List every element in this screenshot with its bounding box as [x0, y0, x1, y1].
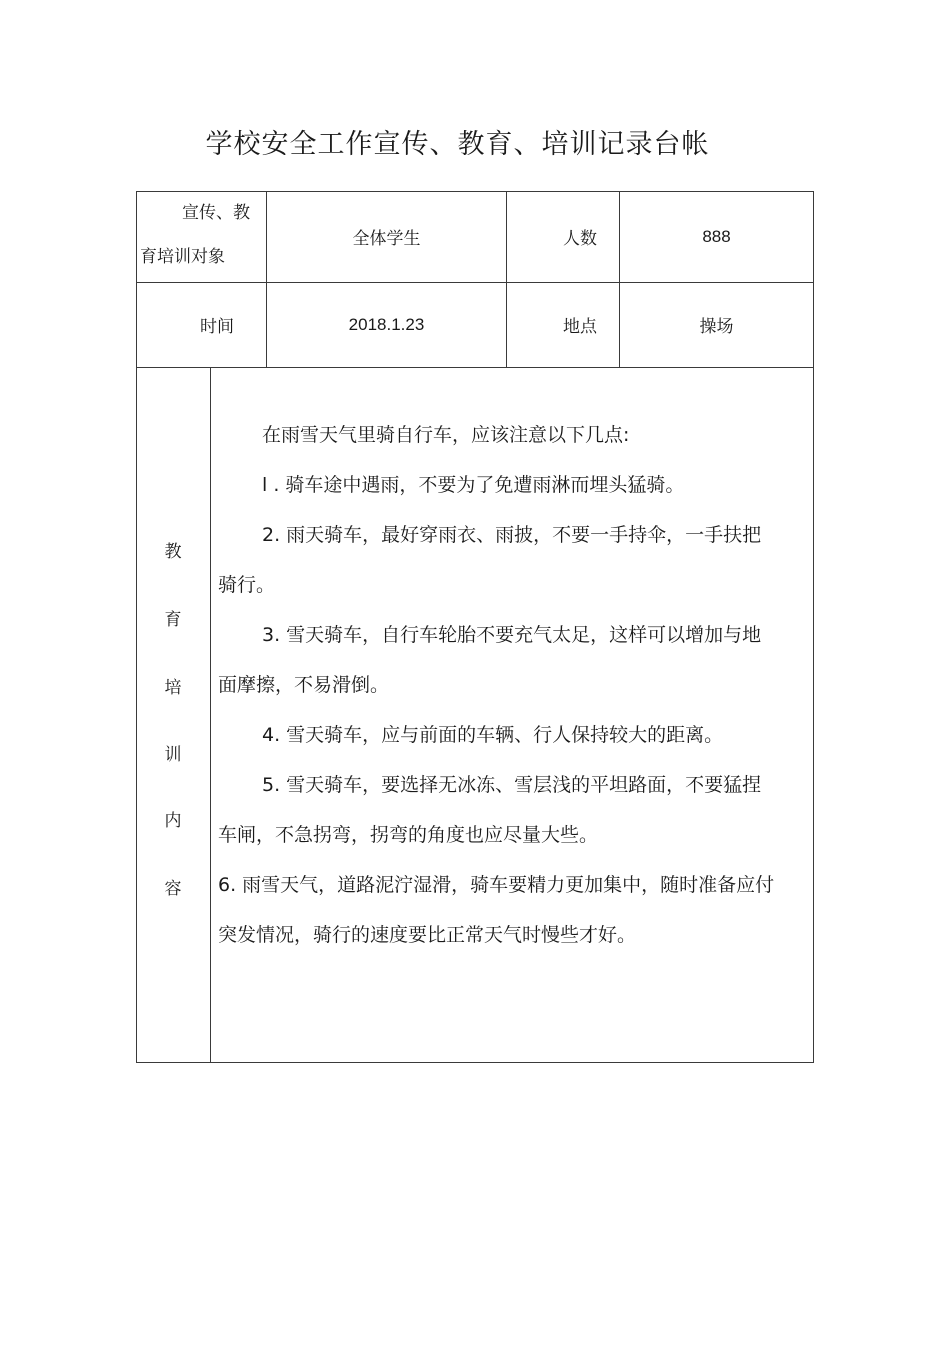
training-content	[218, 410, 780, 960]
content-label-char: 培	[164, 678, 182, 698]
time-label: 时间	[200, 317, 234, 337]
content-paragraph: 3. 雪天骑车，自行车轮胎不要充气太足，这样可以增加与地面摩擦，不易滑倒。	[218, 624, 762, 696]
place-label: 地点	[563, 317, 597, 337]
content-col-divider	[210, 367, 211, 1063]
content-label-char: 育	[164, 610, 182, 630]
target-value: 全体学生	[352, 229, 421, 249]
content-label-char: 教	[164, 542, 182, 562]
place-value: 操场	[699, 317, 734, 337]
content-paragraph: 4. 雪天骑车，应与前面的车辆、行人保持较大的距离。	[262, 724, 724, 746]
content-paragraph: 5. 雪天骑车，要选择无冰冻、雪层浅的平坦路面，不要猛捏车闸，不急拐弯，拐弯的角度也应尽量大些。	[218, 774, 762, 846]
time-value: 2018.1.23	[348, 314, 425, 334]
count-value: 888	[702, 226, 731, 246]
content-paragraph: l . 骑车途中遇雨，不要为了免遭雨淋而埋头猛骑。	[262, 474, 685, 496]
content-paragraph: 在雨雪天气里骑自行车，应该注意以下几点:	[262, 424, 630, 446]
content-label-char: 内	[164, 811, 182, 831]
table-border-right	[813, 191, 814, 1063]
content-paragraph: 6. 雨雪天气，道路泥泞湿滑，骑车要精力更加集中，随时准备应付突发情况，骑行的速度要比正常天气时慢些才好。	[218, 874, 775, 946]
page-title: 学校安全工作宣传、教育、培训记录台帐	[205, 129, 710, 160]
table-border-bottom	[136, 1062, 814, 1063]
content-label-char: 容	[164, 879, 182, 899]
target-label	[140, 191, 266, 279]
content-paragraph: 2. 雨天骑车，最好穿雨衣、雨披，不要一手持伞，一手扶把骑行。	[218, 524, 762, 596]
target-label-line2: 育培训对象	[140, 247, 225, 267]
content-label-char: 训	[164, 745, 182, 765]
row-divider-2	[136, 367, 814, 368]
target-label-line1: 宣传、教	[182, 203, 250, 223]
count-label: 人数	[563, 229, 597, 249]
